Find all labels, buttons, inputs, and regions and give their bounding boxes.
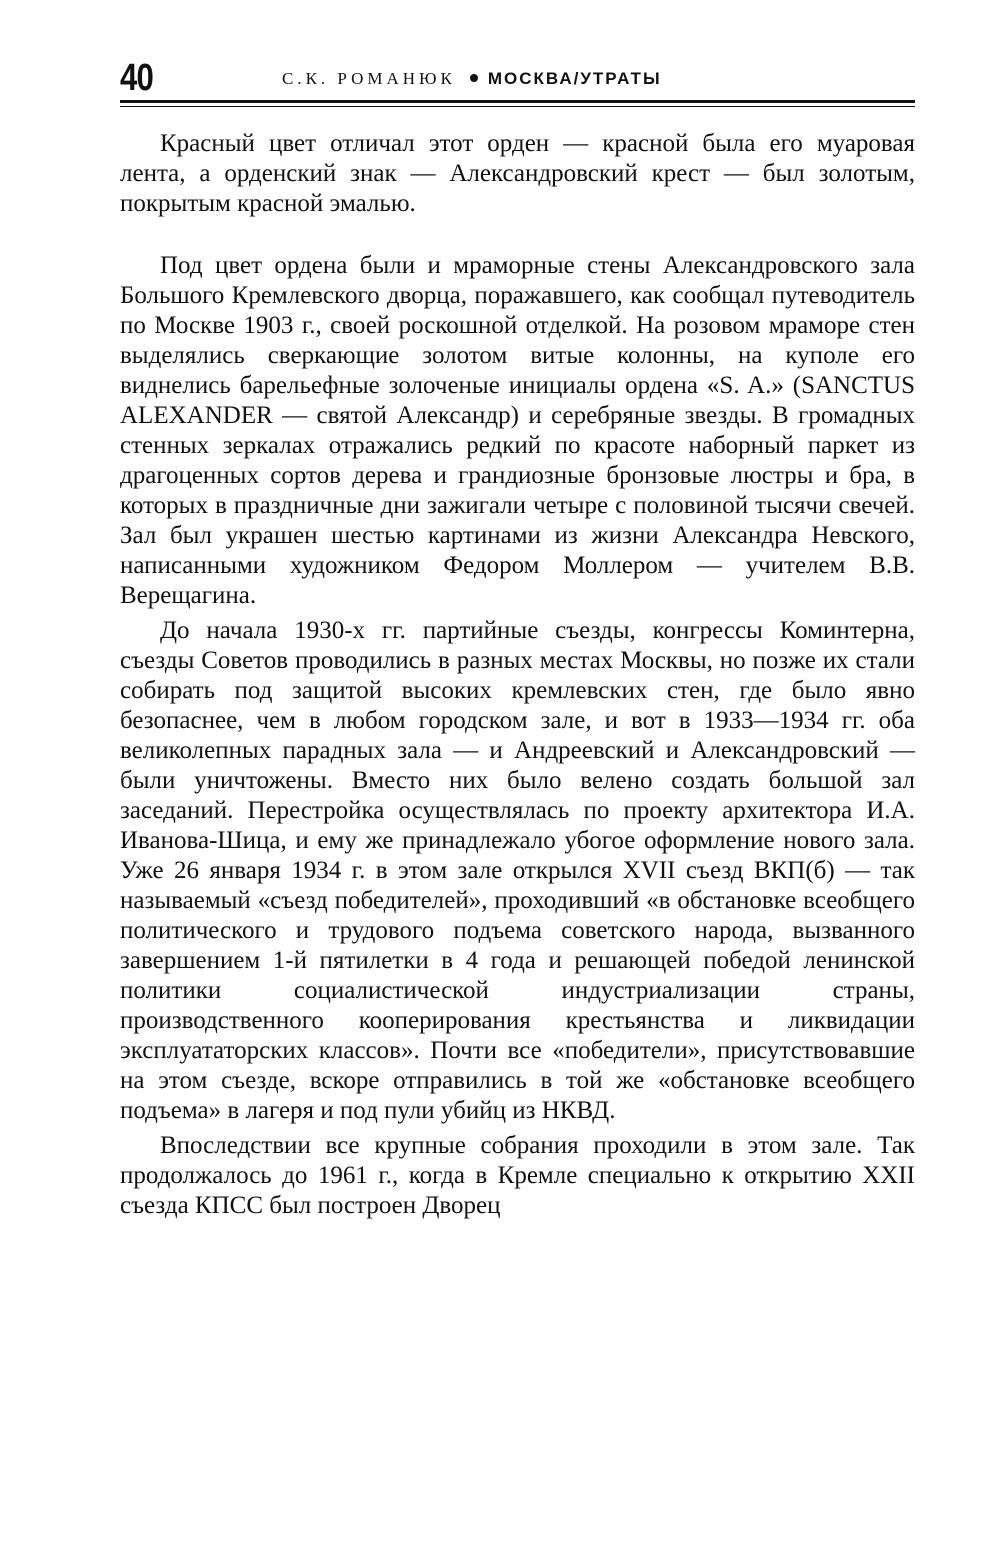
bullet-separator-icon bbox=[470, 74, 478, 82]
paragraph-4: Впоследствии все крупные собрания проходили в этом зале. Так продолжалось до 1961 г., когда в Кремле специально к открытию XXII съезда КПСС был построен Дворец bbox=[120, 1132, 915, 1219]
page-number: 40 bbox=[120, 57, 154, 99]
header-rule bbox=[120, 100, 915, 107]
book-page bbox=[120, 58, 915, 1221]
author-name: С.К. РОМАНЮК bbox=[282, 69, 456, 88]
running-header bbox=[120, 58, 915, 98]
paragraph-2: Под цвет ордена были и мраморные стены Александровского зала Большого Кремлевского дворца, поражавшего, как сообщал путеводитель по Москве 1903 г., своей роскошной отделкой. На розовом мраморе стен выделялись сверкающие золотом витые колонны, на куполе его виднелись барельефные золоченые инициалы ордена «S. A.» (SANCTUS ALEXANDER — святой Александр) и серебряные звезды. В громадных стенных зеркалах отражались редкий по красоте наборный паркет из драгоценных сортов дерева и грандиозные бронзовые люстры и бра, в которых в праздничные дни зажигали четыре с половиной тысячи свечей. Зал был украшен шестью картинами из жизни Александра Невского, написанными художником Федором Моллером — учителем В.В. Верещагина. bbox=[120, 252, 915, 609]
book-title: МОСКВА/УТРАТЫ bbox=[487, 69, 662, 88]
paragraph-1: Красный цвет отличал этот орден — красной была его муаровая лента, а орденский знак — Александровский крест — был золотым, покрытым красной эмалью. bbox=[120, 130, 915, 217]
paragraph-3: До начала 1930-х гг. партийные съезды, конгрессы Коминтерна, съезды Советов проводились в разных местах Москвы, но позже их стали собирать под защитой высоких кремлевских стен, где было явно безопаснее, чем в любом городском зале, и вот в 1933—1934 гг. оба великолепных парадных зала — и Андреевский и Александровский — были уничтожены. Вместо них было велено создать большой зал заседаний. Перестройка осуществлялась по проекту архитектора И.А. Иванова-Шица, и ему же принадлежало убогое оформление нового зала. Уже 26 января 1934 г. в этом зале открылся XVII съезд ВКП(б) — так называемый «съезд победителей», проходивший «в обстановке всеобщего политического и трудового подъема советского народа, вызванного завершением 1-й пятилетки в 4 года и решающей победой ленинской политики социалистической индустриализации страны, производственного кооперирования крестьянства и ликвидации эксплуататорских классов». Почти все «победители», присутствовавшие на этом съезде, вскоре отправились в той же «обстановке всеобщего подъема» в лагеря и под пули убийц из НКВД. bbox=[120, 617, 915, 1124]
running-head bbox=[282, 68, 662, 90]
body-text bbox=[120, 129, 915, 1221]
